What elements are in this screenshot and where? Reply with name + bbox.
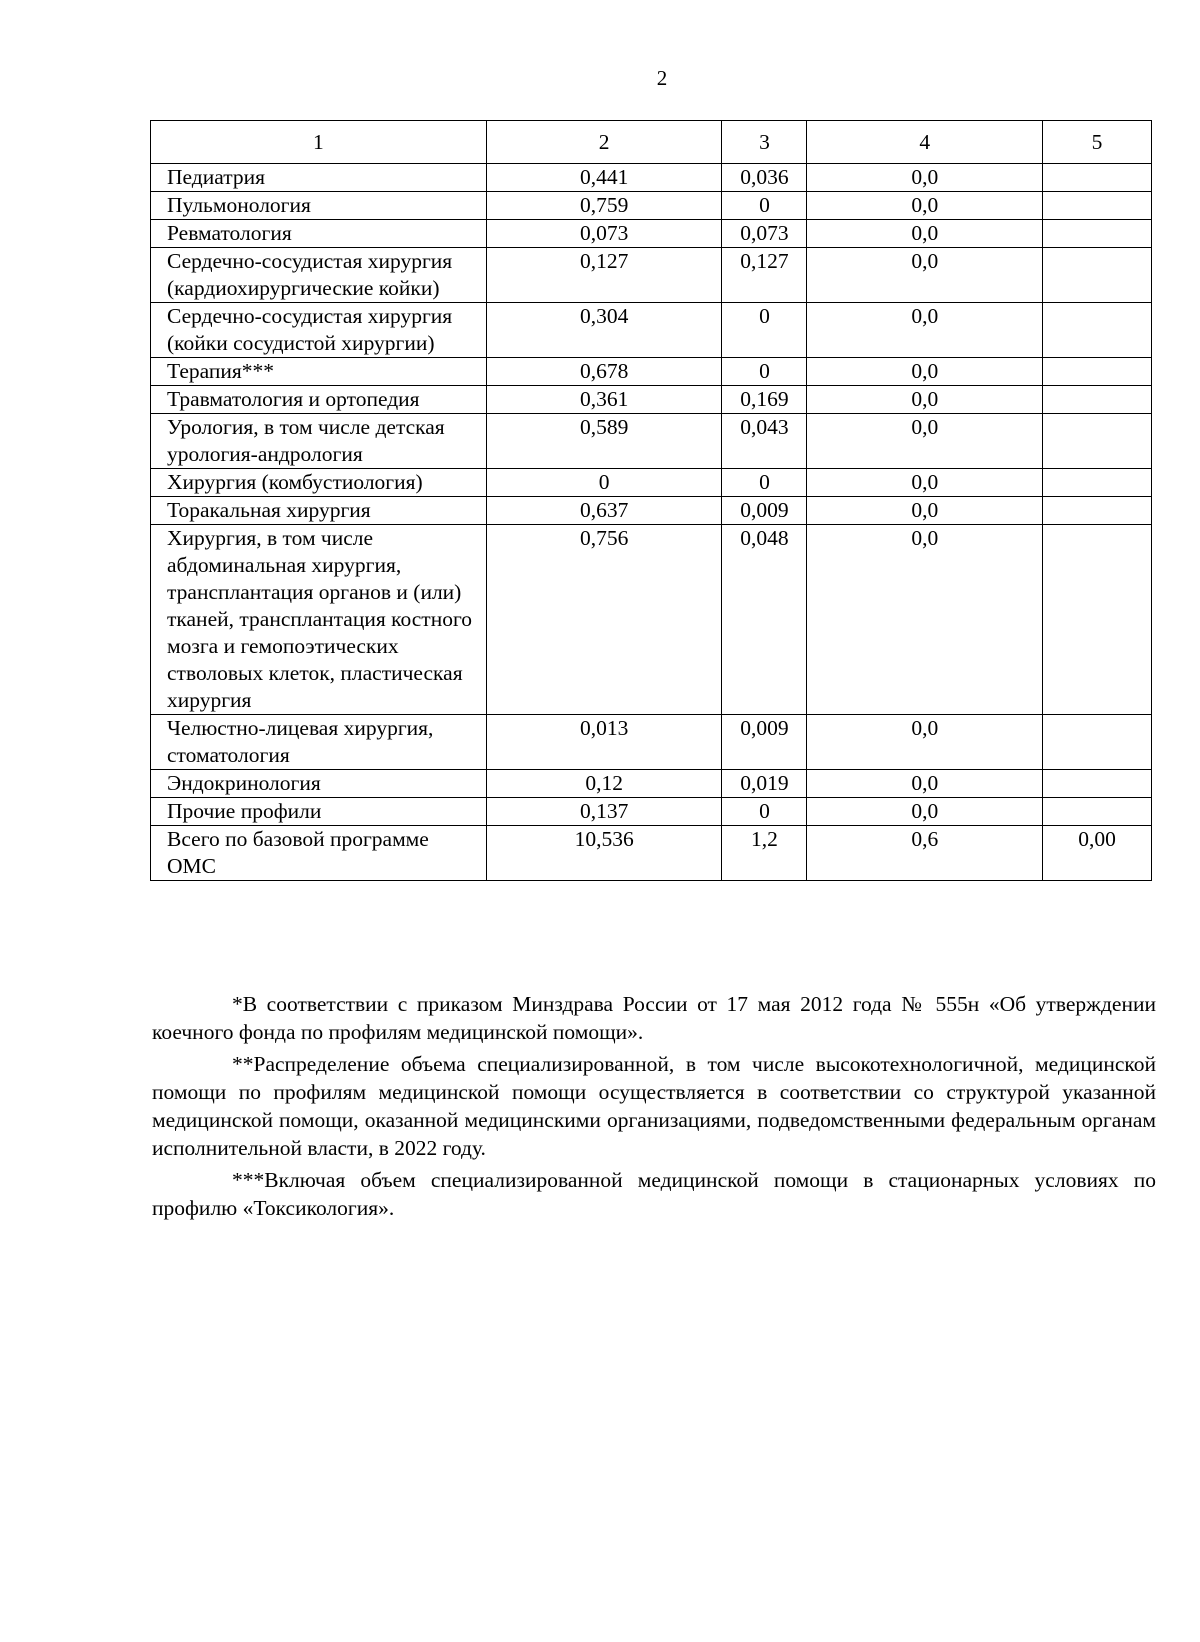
footnotes [152, 990, 1156, 1226]
value-cell-col-3: 0,019 [722, 770, 807, 798]
value-cell-col-3: 0,043 [722, 414, 807, 469]
value-cell-col-2: 0,013 [486, 715, 722, 770]
profile-name-cell: Торакальная хирургия [151, 497, 487, 525]
table-row [151, 414, 1152, 469]
table-row [151, 248, 1152, 303]
value-cell-col-5 [1043, 469, 1152, 497]
profile-name-cell: Хирургия, в том числе абдоминальная хирургия, трансплантация органов и (или) тканей, трансплантация костного мозга и гемопоэтических стволовых клеток, пластическая хирургия [151, 525, 487, 715]
table-row [151, 220, 1152, 248]
value-cell-col-3: 0,009 [722, 497, 807, 525]
value-cell-col-4: 0,0 [807, 525, 1043, 715]
value-cell-col-3: 0,127 [722, 248, 807, 303]
value-cell-col-4: 0,0 [807, 192, 1043, 220]
value-cell-col-4: 0,0 [807, 469, 1043, 497]
value-cell-col-2: 0,127 [486, 248, 722, 303]
value-cell-col-4: 0,0 [807, 248, 1043, 303]
table-row [151, 715, 1152, 770]
value-cell-col-5 [1043, 192, 1152, 220]
profile-name-cell: Урология, в том числе детская урология-андрология [151, 414, 487, 469]
profile-name-cell: Сердечно-сосудистая хирургия (кардиохирургические койки) [151, 248, 487, 303]
value-cell-col-3: 0 [722, 469, 807, 497]
value-cell-col-2: 0,637 [486, 497, 722, 525]
value-cell-col-3: 0,073 [722, 220, 807, 248]
header-col-4: 4 [807, 121, 1043, 164]
footnote-1: *В соответствии с приказом Минздрава России от 17 мая 2012 года № 555н «Об утверждении коечного фонда по профилям медицинской помощи». [152, 992, 1156, 1044]
footnote-3: ***Включая объем специализированной медицинской помощи в стационарных условиях по профилю «Токсикология». [152, 1168, 1156, 1220]
profile-name-cell: Прочие профили [151, 798, 487, 826]
value-cell-col-3: 0 [722, 358, 807, 386]
value-cell-col-2: 0,756 [486, 525, 722, 715]
value-cell-col-5 [1043, 715, 1152, 770]
value-cell-col-4: 0,6 [807, 826, 1043, 881]
value-cell-col-4: 0,0 [807, 358, 1043, 386]
value-cell-col-3: 0,048 [722, 525, 807, 715]
profile-name-cell: Травматология и ортопедия [151, 386, 487, 414]
profile-name-cell: Терапия*** [151, 358, 487, 386]
value-cell-col-3: 0 [722, 192, 807, 220]
header-col-3: 3 [722, 121, 807, 164]
value-cell-col-2: 0,759 [486, 192, 722, 220]
table-row [151, 164, 1152, 192]
profile-name-cell: Пульмонология [151, 192, 487, 220]
value-cell-col-2: 10,536 [486, 826, 722, 881]
table-row [151, 826, 1152, 881]
value-cell-col-4: 0,0 [807, 798, 1043, 826]
table-row [151, 358, 1152, 386]
profile-name-cell: Ревматология [151, 220, 487, 248]
value-cell-col-5 [1043, 303, 1152, 358]
value-cell-col-4: 0,0 [807, 497, 1043, 525]
value-cell-col-5 [1043, 497, 1152, 525]
header-col-2: 2 [486, 121, 722, 164]
table-header-row [151, 121, 1152, 164]
value-cell-col-5 [1043, 248, 1152, 303]
value-cell-col-3: 0 [722, 303, 807, 358]
table-row [151, 497, 1152, 525]
header-col-1: 1 [151, 121, 487, 164]
value-cell-col-2: 0,304 [486, 303, 722, 358]
value-cell-col-3: 0,036 [722, 164, 807, 192]
value-cell-col-5 [1043, 798, 1152, 826]
value-cell-col-2: 0,361 [486, 386, 722, 414]
value-cell-col-2: 0,441 [486, 164, 722, 192]
header-col-5: 5 [1043, 121, 1152, 164]
value-cell-col-3: 0,009 [722, 715, 807, 770]
table-row [151, 469, 1152, 497]
value-cell-col-3: 0,169 [722, 386, 807, 414]
value-cell-col-2: 0,12 [486, 770, 722, 798]
value-cell-col-5: 0,00 [1043, 826, 1152, 881]
value-cell-col-4: 0,0 [807, 164, 1043, 192]
value-cell-col-2: 0,137 [486, 798, 722, 826]
table-row [151, 525, 1152, 715]
profile-name-cell: Педиатрия [151, 164, 487, 192]
profile-name-cell: Всего по базовой программе ОМС [151, 826, 487, 881]
table-row [151, 770, 1152, 798]
value-cell-col-3: 0 [722, 798, 807, 826]
value-cell-col-5 [1043, 770, 1152, 798]
table-row [151, 798, 1152, 826]
value-cell-col-2: 0,678 [486, 358, 722, 386]
page-number: 2 [656, 66, 668, 90]
footnote-2: **Распределение объема специализированной, в том числе высокотехнологичной, медицинской помощи по профилям медицинской помощи осуществляется в соответствии со структурой указанной медицинской помощи, оказанной медицинскими организациями, подведомственными федеральным органам исполнительной власти, в 2022 году. [152, 1052, 1156, 1160]
value-cell-col-4: 0,0 [807, 715, 1043, 770]
profile-name-cell: Эндокринология [151, 770, 487, 798]
profile-name-cell: Челюстно-лицевая хирургия, стоматология [151, 715, 487, 770]
value-cell-col-4: 0,0 [807, 303, 1043, 358]
value-cell-col-5 [1043, 164, 1152, 192]
value-cell-col-5 [1043, 358, 1152, 386]
value-cell-col-2: 0,073 [486, 220, 722, 248]
table-row [151, 386, 1152, 414]
value-cell-col-2: 0,589 [486, 414, 722, 469]
value-cell-col-4: 0,0 [807, 386, 1043, 414]
value-cell-col-3: 1,2 [722, 826, 807, 881]
value-cell-col-4: 0,0 [807, 770, 1043, 798]
value-cell-col-4: 0,0 [807, 220, 1043, 248]
value-cell-col-5 [1043, 220, 1152, 248]
table-row [151, 303, 1152, 358]
value-cell-col-5 [1043, 386, 1152, 414]
profile-name-cell: Сердечно-сосудистая хирургия (койки сосудистой хирургии) [151, 303, 487, 358]
value-cell-col-2: 0 [486, 469, 722, 497]
table-row [151, 192, 1152, 220]
value-cell-col-5 [1043, 414, 1152, 469]
profile-name-cell: Хирургия (комбустиология) [151, 469, 487, 497]
value-cell-col-5 [1043, 525, 1152, 715]
profiles-table [150, 120, 1152, 881]
value-cell-col-4: 0,0 [807, 414, 1043, 469]
